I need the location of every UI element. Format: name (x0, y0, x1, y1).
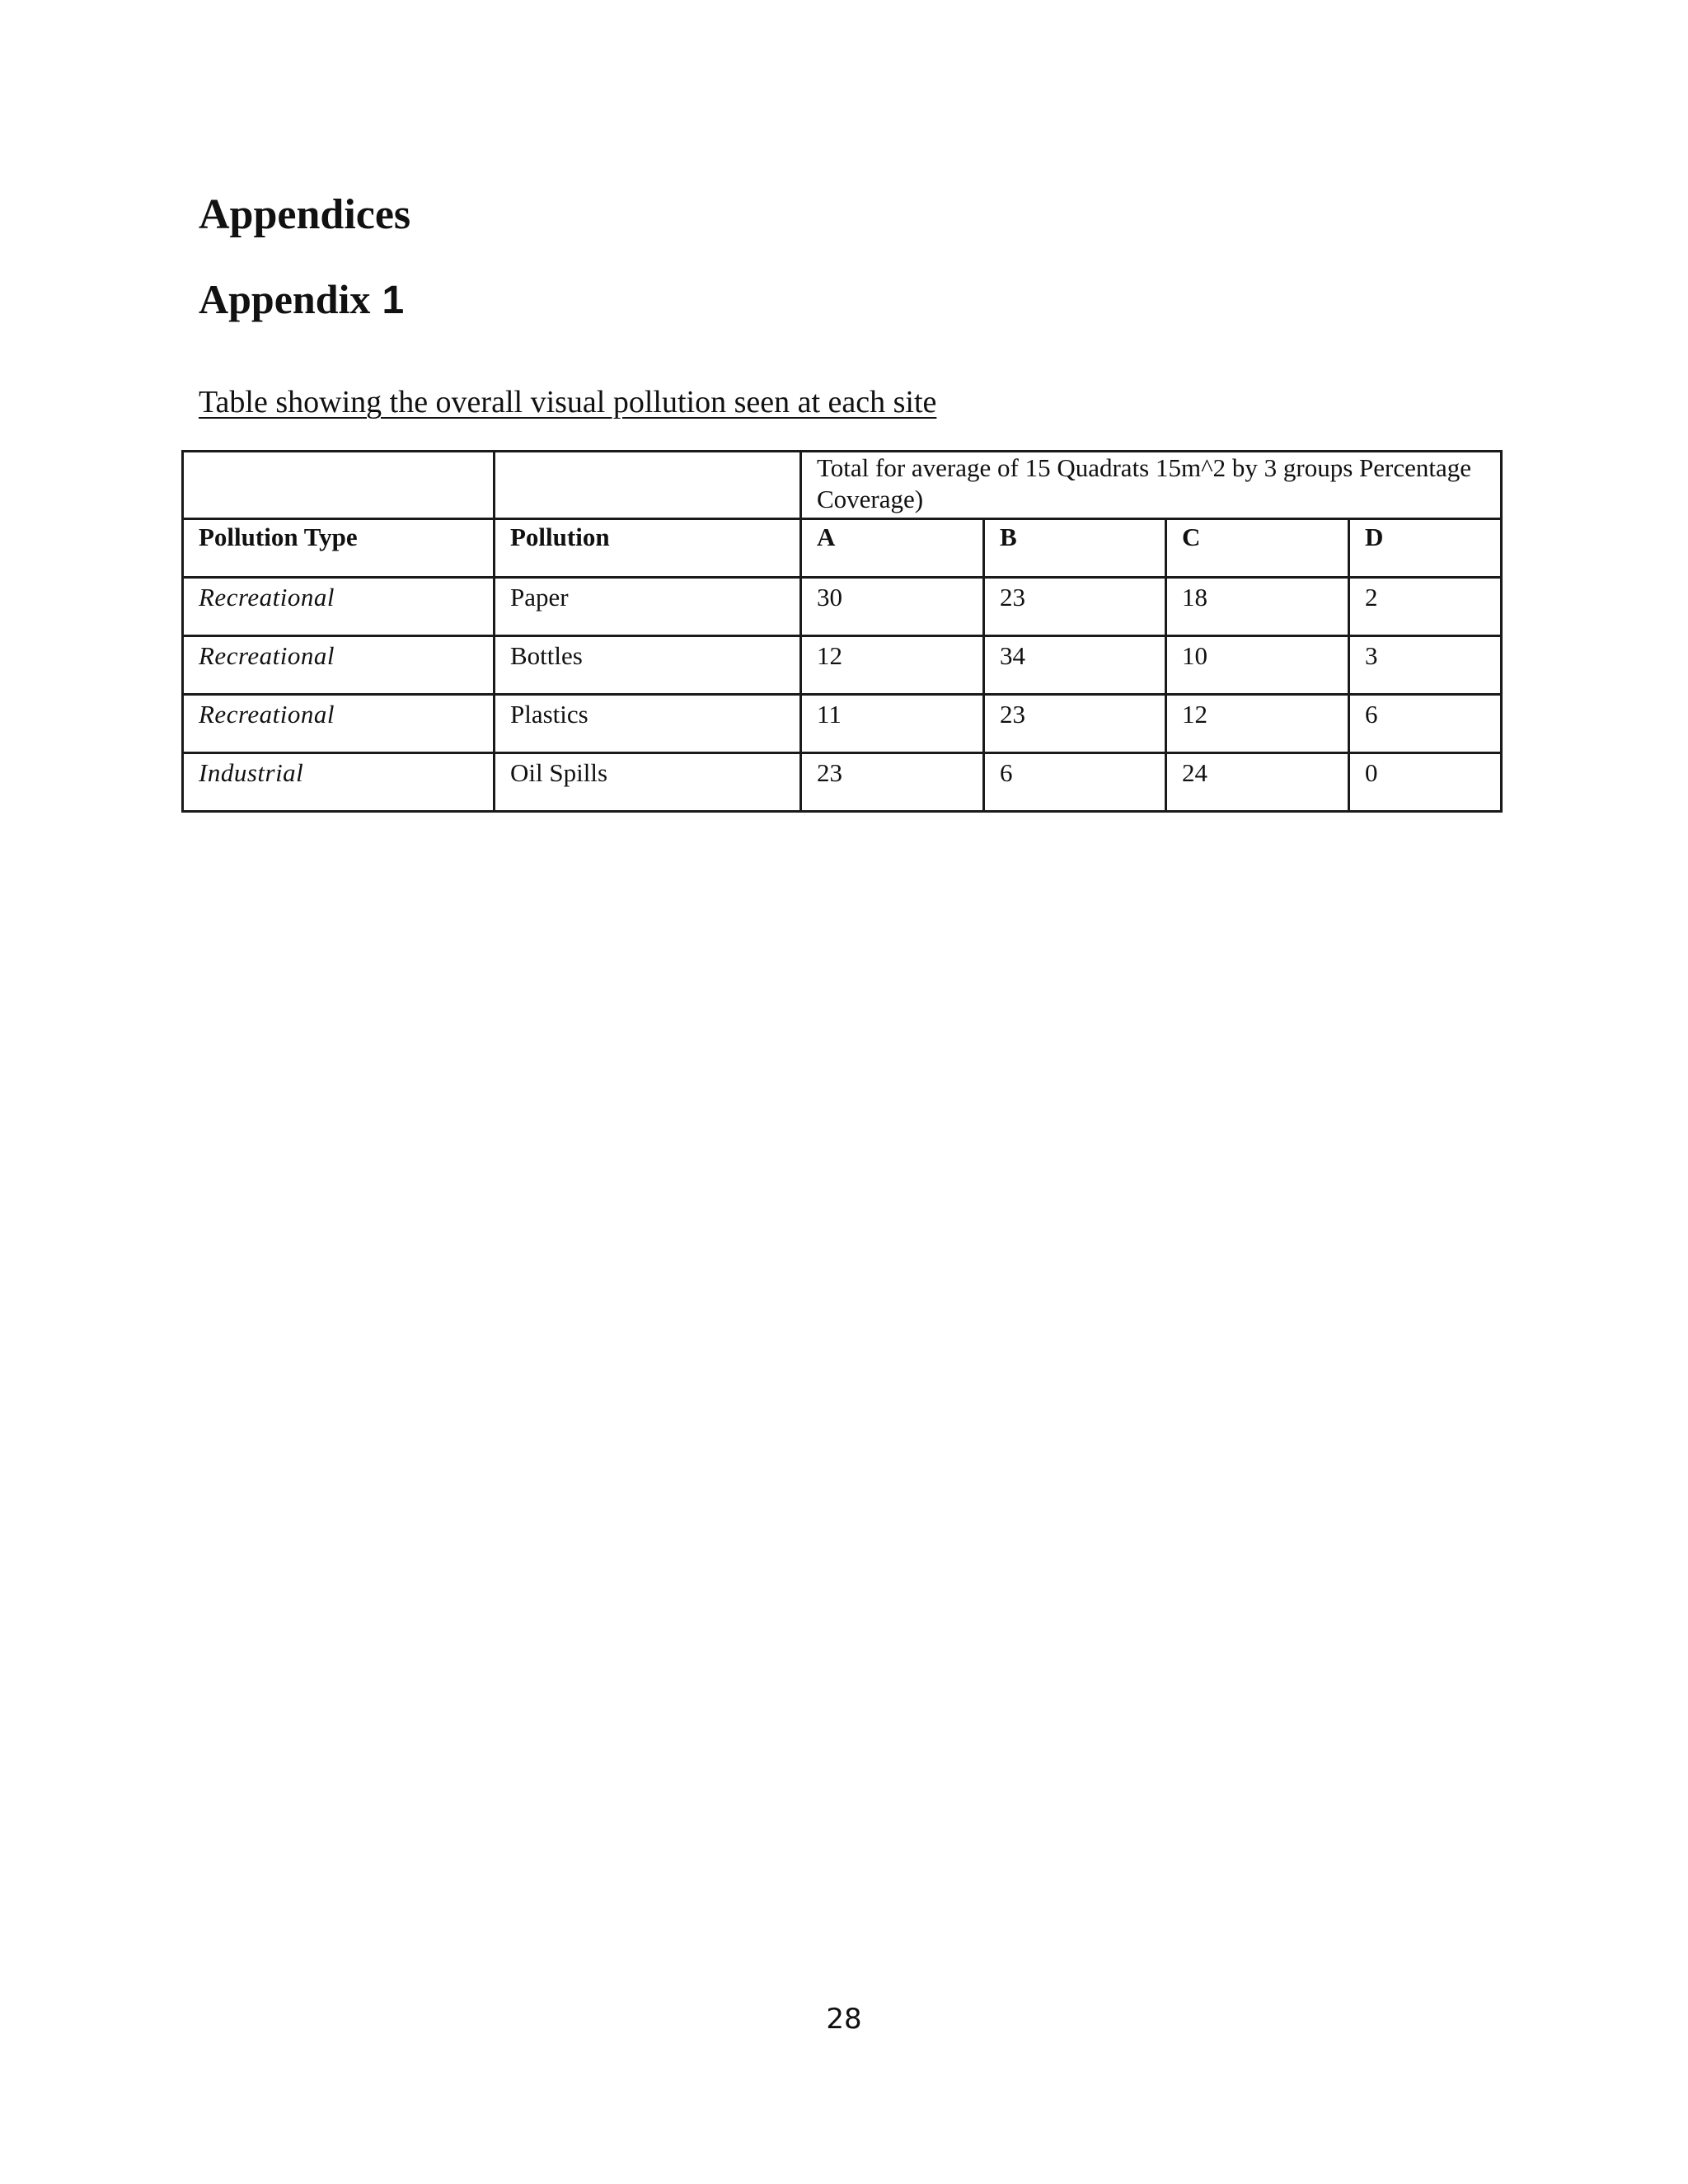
appendix-title-number: 1 (382, 279, 405, 322)
table-cell-a: 11 (801, 695, 984, 753)
table-cell-c: 18 (1166, 578, 1349, 636)
appendix-title (199, 277, 404, 323)
appendix-title-word: Appendix (199, 276, 371, 322)
column-header-d: D (1349, 519, 1502, 578)
table-cell-pollution-type: Recreational (183, 695, 495, 753)
table-cell-c: 24 (1166, 753, 1349, 812)
table-cell-pollution-type: Industrial (183, 753, 495, 812)
table-cell-a: 23 (801, 753, 984, 812)
table-cell-pollution-type: Recreational (183, 636, 495, 695)
table-cell-pollution: Oil Spills (495, 753, 801, 812)
column-header-c: C (1166, 519, 1349, 578)
table-caption: Table showing the overall visual pollution seen at each site (199, 385, 937, 419)
column-header-a: A (801, 519, 984, 578)
table-header-row (183, 519, 1502, 578)
table-cell-d: 0 (1349, 753, 1502, 812)
table-row (183, 636, 1502, 695)
column-header-pollution-type: Pollution Type (183, 519, 495, 578)
table-cell-b: 34 (984, 636, 1166, 695)
column-header-b: B (984, 519, 1166, 578)
table-row (183, 753, 1502, 812)
table-cell-pollution: Paper (495, 578, 801, 636)
table-cell-b: 23 (984, 578, 1166, 636)
page-heading: Appendices (199, 191, 411, 238)
table-group-header: Total for average of 15 Quadrats 15m^2 by 3 groups Percentage Coverage) (801, 452, 1502, 519)
table-row (183, 578, 1502, 636)
column-header-pollution: Pollution (495, 519, 801, 578)
table-cell-empty (495, 452, 801, 519)
table-cell-pollution: Plastics (495, 695, 801, 753)
table-cell-d: 6 (1349, 695, 1502, 753)
table-cell-b: 23 (984, 695, 1166, 753)
table-cell-b: 6 (984, 753, 1166, 812)
table-group-header-row (183, 452, 1502, 519)
table-cell-a: 30 (801, 578, 984, 636)
table-cell-a: 12 (801, 636, 984, 695)
table-cell-empty (183, 452, 495, 519)
table-cell-c: 12 (1166, 695, 1349, 753)
pollution-table (181, 450, 1503, 813)
table-row (183, 695, 1502, 753)
table-cell-c: 10 (1166, 636, 1349, 695)
table-cell-pollution: Bottles (495, 636, 801, 695)
table-cell-d: 3 (1349, 636, 1502, 695)
table-cell-pollution-type: Recreational (183, 578, 495, 636)
table-cell-d: 2 (1349, 578, 1502, 636)
page-number: 28 (826, 2003, 862, 2036)
